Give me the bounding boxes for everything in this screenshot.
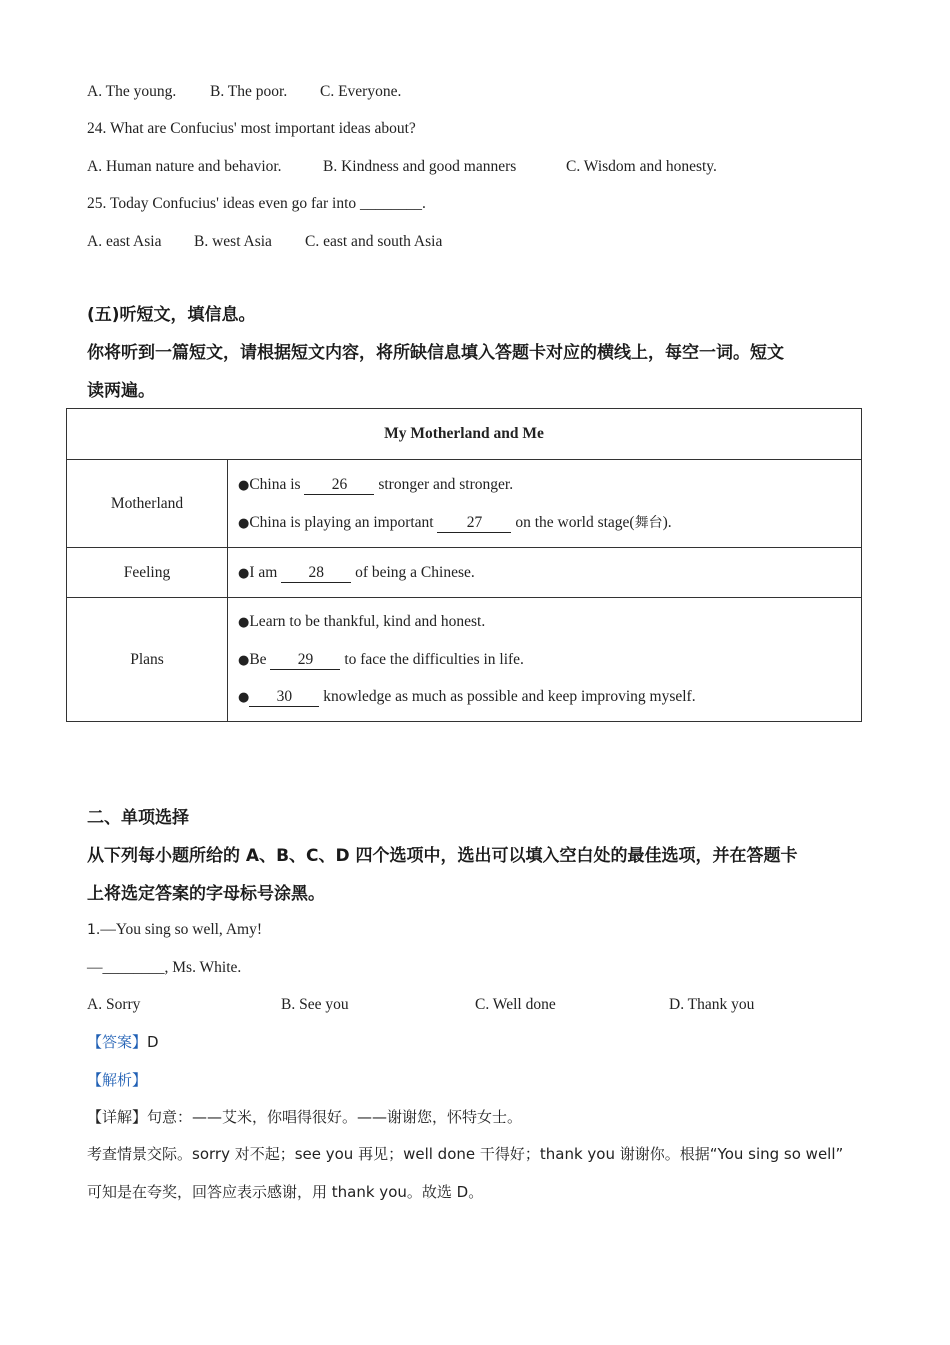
bullet-icon: ● — [238, 615, 250, 631]
q25-option-c: C. east and south Asia — [305, 233, 443, 250]
row-label-feeling: Feeling — [67, 548, 228, 598]
row-content-plans — [228, 598, 862, 722]
q1-option-c: C. Well done — [475, 996, 556, 1013]
line-text: Learn to be thankful, kind and honest. — [249, 613, 486, 631]
explanation-line1: 考查情景交际。sorry 对不起；see you 再见；well done 干得好；thank you 谢谢你。根据“You sing so well” — [87, 1145, 844, 1163]
blank-29: 29 — [270, 651, 340, 670]
line-text: China is playing an important — [249, 513, 438, 531]
line-text: of being a Chinese. — [351, 563, 475, 581]
q23-option-a: A. The young. — [87, 83, 177, 100]
detail-text: 句意：——艾米，你唱得很好。——谢谢您，怀特女士。 — [147, 1108, 523, 1126]
row-content-feeling — [228, 548, 862, 598]
table-line — [238, 466, 861, 504]
q1-line1 — [87, 920, 262, 940]
blank-30: 30 — [249, 688, 319, 707]
detail-label: 【详解】 — [87, 1108, 148, 1126]
table-title: My Motherland and Me — [67, 409, 862, 460]
bullet-icon: ● — [238, 478, 250, 493]
line-text: ). — [662, 513, 672, 531]
bullet-icon: ● — [238, 652, 250, 668]
row-label-motherland: Motherland — [67, 460, 228, 548]
line-text: stronger and stronger. — [374, 476, 514, 493]
answer-value: D — [147, 1033, 159, 1051]
q24-option-b: B. Kindness and good manners — [323, 158, 517, 175]
q25-option-a: A. east Asia — [87, 233, 162, 250]
section5-heading: (五)听短文，填信息。 — [87, 305, 256, 325]
q23-option-c: C. Everyone. — [320, 83, 402, 100]
q25-option-b: B. west Asia — [194, 233, 272, 250]
line-text-chinese: 舞台 — [634, 514, 663, 531]
line-text: I am — [249, 563, 282, 581]
q23-option-b: B. The poor. — [210, 83, 288, 100]
table-line — [238, 554, 861, 592]
blank-26: 26 — [304, 476, 374, 495]
q1-number: 1. — [87, 922, 101, 938]
table-line — [238, 678, 861, 716]
answer-line — [87, 1032, 159, 1052]
line-text: Be — [249, 650, 271, 668]
q1-prompt: —You sing so well, Amy! — [100, 921, 262, 938]
q1-option-b: B. See you — [281, 996, 349, 1013]
row-content-motherland — [228, 460, 862, 548]
line-text: knowledge as much as possible and keep improving myself. — [319, 688, 696, 706]
q24-option-c: C. Wisdom and honesty. — [566, 158, 717, 175]
table-line — [238, 641, 861, 679]
section2-heading: 二、单项选择 — [87, 808, 189, 828]
bullet-icon: ● — [238, 515, 250, 531]
q24-stem: 24. What are Confucius' most important ideas about? — [87, 120, 416, 137]
q1-option-a: A. Sorry — [87, 996, 141, 1013]
line-text: to face the difficulties in life. — [340, 650, 524, 668]
row-label-plans: Plans — [67, 598, 228, 722]
table-line — [238, 603, 861, 641]
section5-instruction-line2: 读两遍。 — [87, 381, 155, 401]
blank-27: 27 — [437, 514, 511, 533]
bullet-icon: ● — [238, 690, 250, 706]
section2-instruction-line2: 上将选定答案的字母标号涂黑。 — [87, 884, 325, 904]
q1-line2: —________, Ms. White. — [87, 959, 242, 976]
q1-option-d: D. Thank you — [669, 996, 755, 1013]
detail-line — [87, 1107, 522, 1127]
section2-instruction-line1: 从下列每小题所给的 A、B、C、D 四个选项中，选出可以填入空白处的最佳选项，并在答题卡 — [87, 846, 798, 866]
q24-option-a: A. Human nature and behavior. — [87, 158, 282, 175]
table-line — [238, 504, 861, 542]
section5-instruction-line1: 你将听到一篇短文，请根据短文内容，将所缺信息填入答题卡对应的横线上，每空一词。短文 — [87, 343, 784, 363]
info-table — [66, 408, 862, 722]
line-text: China is — [249, 476, 305, 493]
q25-stem: 25. Today Confucius' ideas even go far into ________. — [87, 195, 426, 212]
answer-label: 【答案】 — [87, 1033, 148, 1051]
bullet-icon: ● — [238, 565, 250, 581]
line-text: on the world stage( — [511, 513, 635, 531]
explanation-line2: 可知是在夸奖，回答应表示感谢，用 thank you。故选 D。 — [87, 1183, 484, 1201]
analysis-label: 【解析】 — [87, 1071, 148, 1089]
blank-28: 28 — [281, 564, 351, 583]
